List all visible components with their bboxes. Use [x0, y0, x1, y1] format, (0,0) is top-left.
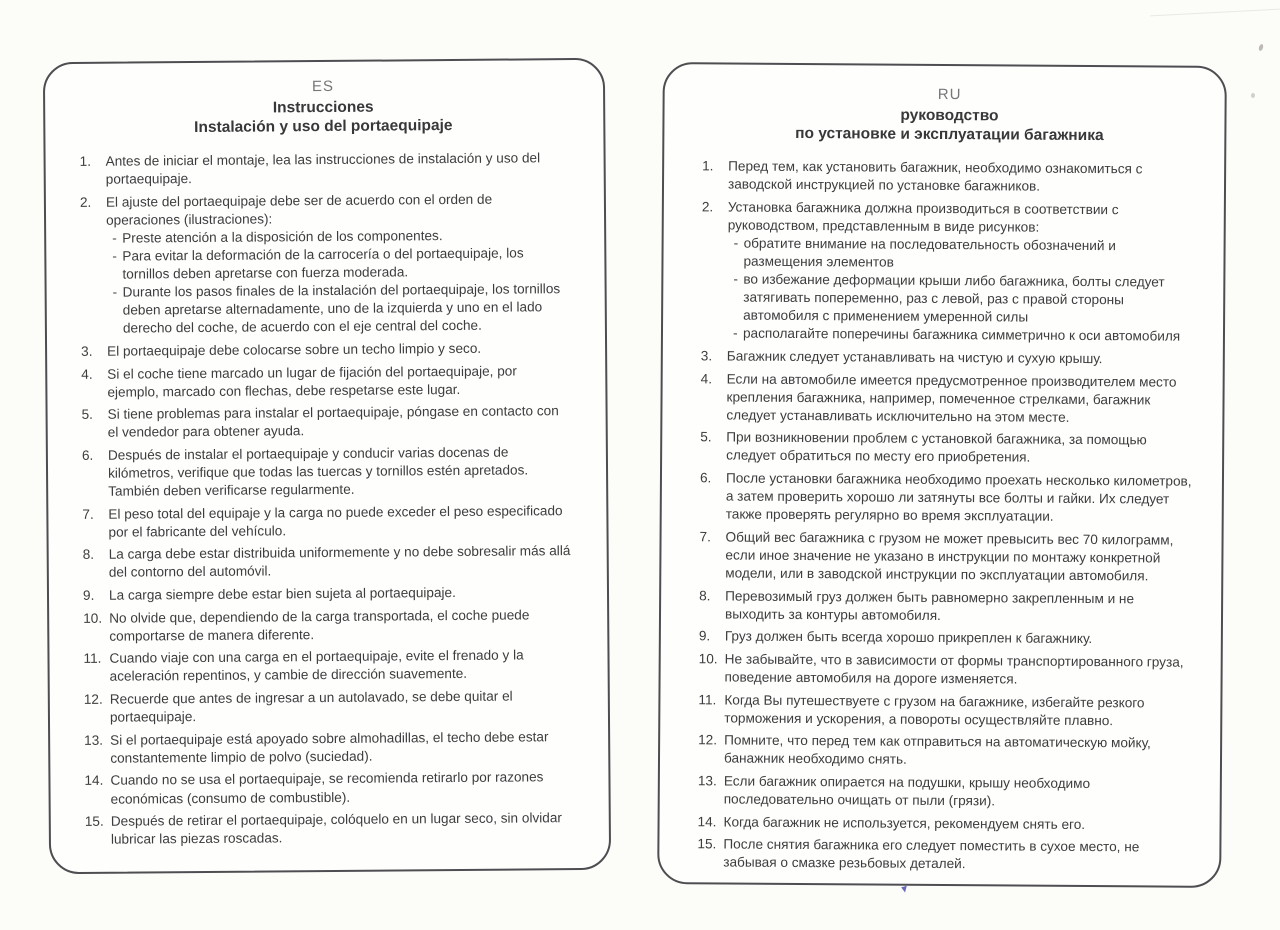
item-number: 8.: [82, 547, 95, 563]
instruction-item: [700, 370, 1194, 428]
item-body: [110, 768, 572, 808]
item-text: Después de instalar el portaequipaje y conducir varias docenas de kilómetros, verifique que todas las tuercas y tornillos estén apretados. También deben verificarse regularmente.: [107, 444, 529, 499]
instruction-item: [701, 347, 1195, 369]
dash-bullet: -: [733, 271, 738, 287]
item-body: [727, 347, 1195, 368]
item-number: 2.: [79, 194, 92, 210]
item-body: [724, 772, 1192, 811]
instruction-item: [698, 813, 1192, 835]
item-text: Когда багажник не используется, рекомендуем снять его.: [723, 814, 1086, 832]
item-number: 1.: [702, 158, 714, 174]
instruction-item: [80, 149, 568, 189]
item-body: [109, 606, 571, 646]
item-text: Если на автомобиле имеется предусмотренное производителем место крепления багажника, например, помеченное стрелками, багажник следует устанавливать исключительно на этом месте.: [726, 371, 1177, 425]
item-subpoint: [106, 244, 568, 284]
item-number: 4.: [81, 366, 93, 382]
item-body: [108, 402, 570, 442]
instruction-item: [698, 691, 1192, 731]
item-body: [110, 728, 572, 768]
item-number: 6.: [81, 447, 94, 463]
subpoint-text: во избежание деформации крыши либо багажника, болты следует затягивать попеременно, раз с левой, раз с правой стороны автомобиля с применением умеренной силы: [743, 271, 1165, 325]
item-body: [106, 149, 568, 189]
item-text: Si el portaequipaje está apoyado sobre almohadillas, el techo debe estar constantemente limpio de polvo (suciedad).: [110, 728, 549, 766]
instruction-item: [699, 587, 1193, 627]
item-body: [107, 339, 569, 361]
title-ru-line2: по установке и эксплуатации багажника: [795, 124, 1104, 145]
item-number: 7.: [82, 506, 94, 522]
item-text: Después de retirar el portaequipaje, colóquelo en un lugar seco, sin olvidar lubricar las piezas roscadas.: [110, 810, 562, 847]
instruction-item: [84, 728, 572, 768]
item-number: 11.: [83, 651, 102, 667]
instruction-item: [698, 732, 1192, 772]
item-body: [727, 198, 1196, 346]
item-body: [109, 583, 571, 605]
dash-bullet: -: [733, 235, 739, 251]
item-number: 4.: [700, 370, 713, 386]
item-text: Не забывайте, что в зависимости от формы транспортированного груза, поведение автомобиля на дороге изменяется.: [724, 651, 1184, 687]
item-body: [111, 809, 573, 849]
item-number: 8.: [699, 587, 711, 603]
item-body: [108, 502, 570, 542]
item-body: [726, 370, 1194, 428]
instruction-item: [697, 835, 1191, 875]
item-text: Общий вес багажника с грузом не может превысить вес 70 килограмм, если иное значение не указано в инструкции по монтажу конкретной модели, или в заводской инструкции по эксплуатации автомобиля.: [725, 529, 1174, 584]
paper-edge-line: [1150, 9, 1280, 17]
item-number: 10.: [698, 651, 718, 667]
instruction-item: [700, 469, 1194, 527]
item-body: [723, 836, 1191, 875]
item-text: El portaequipaje debe colocarse sobre un techo limpio y seco.: [107, 340, 482, 359]
subpoint-text: Durante los pasos finales de la instalación del portaequipaje, los tornillos deben apretarse alternadamente, uno de la izquierda y uno en el lado derecho del coche, de acuerdo con el eje central del coche.: [122, 281, 561, 336]
instruction-item: [83, 646, 571, 686]
instruction-list-ru: [697, 157, 1196, 875]
item-text: При возникновении проблем с установкой багажника, за помощью следует обратиться по месту его приобретения.: [726, 429, 1147, 466]
item-subpoint: [727, 325, 1195, 346]
item-text: No olvide que, dependiendo de la carga transportada, el coche puede comportarse de manera diferente.: [109, 607, 530, 644]
instruction-item: [80, 190, 569, 339]
item-body: [726, 429, 1194, 468]
item-text: La carga siempre debe estar bien sujeta al portaequipaje.: [108, 585, 456, 603]
panel-es: [43, 58, 611, 874]
item-text: Antes de iniciar el montaje, lea las instrucciones de instalación y uso del portaequipaje.: [105, 150, 541, 187]
subpoint-text: располагайте поперечины багажника симметрично к оси автомобиля: [742, 325, 1181, 345]
panel-ru: [657, 62, 1227, 888]
item-body: [726, 469, 1194, 527]
instruction-item: [84, 768, 572, 808]
instruction-item: [82, 443, 570, 501]
item-number: 3.: [81, 343, 93, 359]
dash-bullet: -: [732, 325, 738, 341]
instruction-list-es: [80, 149, 573, 849]
ink-mark: [900, 884, 907, 892]
item-text: Si el coche tiene marcado un lugar de fijación del portaequipaje, por ejemplo, marcado con flechas, debe respetarse este lugar.: [107, 363, 517, 400]
item-text: El peso total del equipaje y la carga no puede exceder el peso especificado por el fabricante del vehículo.: [108, 502, 563, 540]
item-text: Установка багажника должна производиться в соответствии с руководством, представленным в виде рисунков:: [727, 199, 1119, 235]
item-text: Перед тем, как установить багажник, необходимо ознакомиться с заводской инструкцией по установке багажников.: [727, 158, 1143, 194]
instruction-item: [81, 362, 569, 402]
scan-speck: [1251, 93, 1255, 98]
instruction-item: [81, 339, 569, 361]
item-number: 5.: [81, 407, 93, 423]
instruction-item: [699, 650, 1193, 690]
subpoint-text: Para evitar la deformación de la carrocería o del portaequipaje, los tornillos deben apretarse con fuerza moderada.: [122, 245, 524, 282]
item-body: [109, 646, 571, 686]
panel-es-header: [79, 76, 567, 138]
item-number: 15.: [697, 836, 717, 852]
item-body: [108, 443, 570, 501]
dash-bullet: -: [112, 284, 118, 300]
item-number: 10.: [83, 610, 103, 626]
item-number: 14.: [697, 813, 717, 830]
item-text: Когда Вы путешествуете с грузом на багажнике, избегайте резкого торможения и ускорения, а повороты осуществляйте плавно.: [724, 692, 1145, 728]
item-text: Перевозимый груз должен быть равномерно закрепленным и не выходить за контуры автомобиля.: [724, 588, 1135, 623]
item-number: 3.: [700, 348, 713, 364]
item-body: [725, 528, 1193, 586]
item-number: 12.: [698, 732, 718, 748]
instruction-item: [85, 809, 573, 849]
item-body: [724, 813, 1192, 834]
item-subpoint: [107, 280, 569, 338]
instruction-item: [82, 502, 570, 542]
title-ru-line1: руководство: [900, 106, 999, 125]
item-text: Груз должен быть всегда хорошо прикреплен к багажнику.: [724, 628, 1093, 647]
item-subpoint: [727, 234, 1195, 273]
item-text: Помните, что перед тем как отправиться на автоматическую мойку, банажник необходимо снять.: [723, 732, 1151, 768]
dash-bullet: -: [112, 248, 117, 264]
language-code-es: ES: [311, 77, 335, 96]
item-number: 1.: [79, 153, 92, 169]
item-body: [110, 687, 572, 727]
instruction-item: [83, 542, 571, 582]
item-body: [106, 190, 569, 338]
item-number: 15.: [84, 813, 104, 830]
item-subpoint: [727, 271, 1195, 329]
item-body: [724, 732, 1192, 771]
title-es-line2: Instalación y uso del portaequipaje: [194, 117, 453, 137]
item-body: [725, 650, 1193, 689]
instruction-item: [699, 628, 1193, 650]
instruction-item: [700, 429, 1194, 469]
instruction-item: [702, 157, 1196, 197]
item-number: 11.: [698, 691, 717, 707]
instruction-item: [82, 402, 570, 442]
instruction-item: [698, 772, 1192, 812]
item-text: Багажник следует устанавливать на чистую и сухую крышу.: [726, 348, 1103, 367]
instruction-item: [701, 198, 1196, 346]
item-number: 13.: [84, 732, 104, 748]
item-number: 9.: [698, 628, 711, 644]
item-text: Si tiene problemas para instalar el portaequipaje, póngase en contacto con el vendedor para obtener ayuda.: [107, 403, 559, 441]
item-body: [725, 628, 1193, 649]
panel-ru-header: [702, 84, 1196, 145]
instruction-item: [83, 606, 571, 646]
title-es-line1: Instrucciones: [272, 98, 374, 117]
subpoint-text: Preste atención a la disposición de los componentes.: [122, 227, 443, 246]
scan-speck: [1258, 44, 1264, 52]
item-number: 13.: [697, 773, 717, 789]
item-body: [109, 542, 571, 582]
item-number: 6.: [699, 470, 712, 486]
item-text: Если багажник опирается на подушки, крышу необходимо последовательно очищать от пыли (грязи).: [723, 773, 1091, 809]
item-text: El ajuste del portaequipaje debe ser de acuerdo con el orden de operaciones (ilustraciones):: [105, 191, 493, 228]
item-number: 14.: [84, 773, 104, 789]
item-text: Cuando no se usa el portaequipaje, se recomienda retirarlo por razones económicas (consumo de combustible).: [110, 769, 544, 807]
item-text: После установки багажника необходимо проехать несколько километров, а затем проверить хорошо ли затянуты все болты и гайки. Их следует также проверять регулярно во время эксплуатации.: [725, 470, 1192, 524]
item-body: [725, 587, 1193, 626]
item-number: 7.: [699, 529, 711, 545]
instruction-item: [84, 687, 572, 727]
item-text: La carga debe estar distribuida uniformemente y no debe sobresalir más allá del contorno del automóvil.: [108, 543, 571, 581]
item-number: 12.: [83, 691, 103, 707]
subpoint-text: обратите внимание на последовательность обозначений и размещения элементов: [743, 235, 1116, 270]
item-text: Recuerde que antes de ingresar a un autolavado, se debe quitar el portaequipaje.: [109, 688, 513, 725]
instruction-item: [699, 528, 1193, 586]
item-number: 2.: [701, 199, 714, 215]
item-text: Cuando viaje con una carga en el portaequipaje, evite el frenado y la aceleración repentinos, y cambie de dirección suavemente.: [109, 647, 524, 685]
item-text: После снятия багажника его следует поместить в сухое место, не забывая о смазке резьбовых деталей.: [723, 836, 1140, 872]
dash-bullet: -: [112, 230, 117, 246]
instruction-item: [83, 583, 571, 605]
item-number: 5.: [700, 429, 712, 445]
language-code-ru: RU: [937, 85, 962, 104]
item-body: [107, 362, 569, 402]
item-body: [724, 691, 1192, 730]
item-number: 9.: [82, 587, 95, 603]
item-body: [728, 157, 1196, 196]
